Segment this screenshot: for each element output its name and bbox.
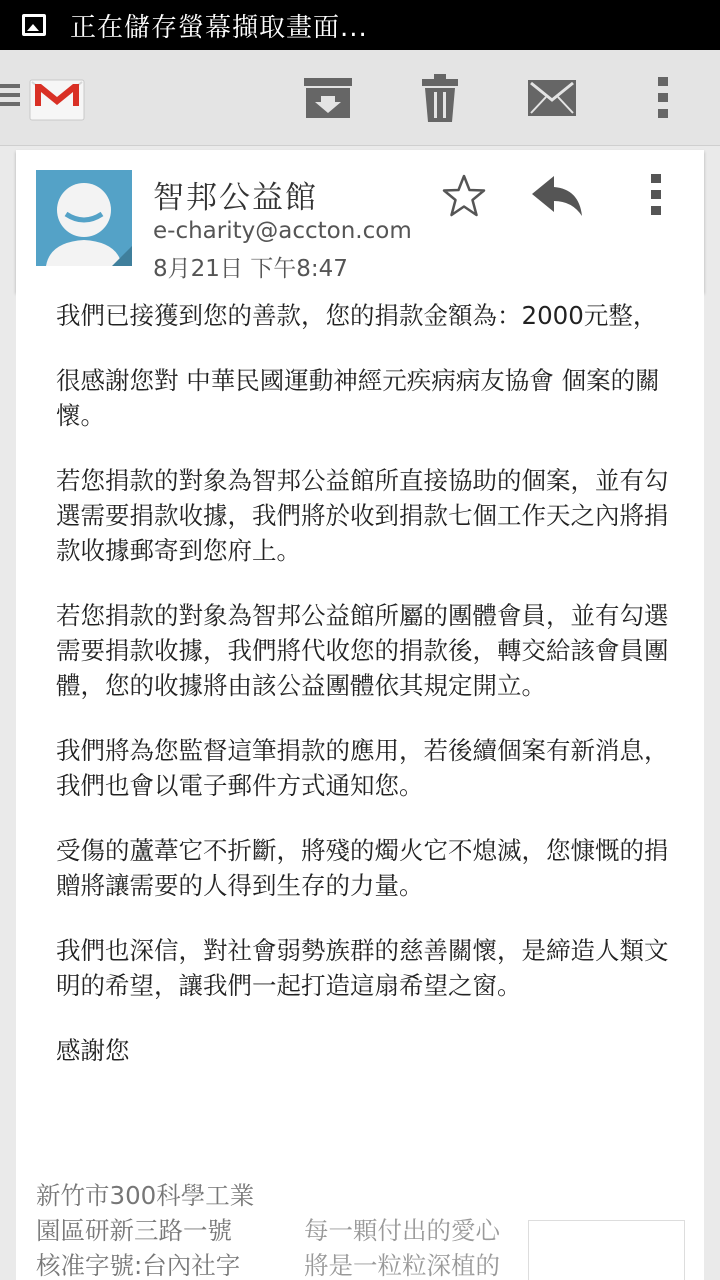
message-paragraph: 若您捐款的對象為智邦公益館所屬的團體會員，並有勾選需要捐款收據，我們將代收您的捐款後，轉交給該會員團體，您的收據將由該公益團體依其規定開立。 [56, 601, 669, 700]
screenshot-icon [22, 14, 46, 36]
archive-button[interactable] [300, 72, 356, 124]
overflow-menu-button[interactable] [635, 72, 691, 124]
overflow-icon [644, 172, 668, 218]
email-body [16, 292, 704, 1280]
message-paragraph: 我們將為您監督這筆捐款的應用，若後續個案有新消息，我們也會以電子郵件方式通知您。 [56, 736, 669, 800]
archive-icon [302, 76, 354, 120]
footer-line: 核准字號:台內社字 [36, 1251, 241, 1280]
footer-slogan [304, 1213, 500, 1280]
message-paragraph: 受傷的蘆葦它不折斷，將殘的燭火它不熄滅，您慷慨的捐贈將讓需要的人得到生存的力量。 [56, 836, 669, 900]
footer-address [36, 1178, 254, 1280]
message-paragraph: 我們已接獲到您的善款，您的捐款金額為：2000元整， [56, 301, 658, 330]
footer-image [528, 1220, 685, 1280]
reply-icon [530, 172, 586, 220]
reply-button[interactable] [530, 172, 586, 220]
email-header [16, 150, 704, 292]
delete-button[interactable] [412, 72, 468, 124]
sender-email: e-charity@accton.com [153, 218, 412, 244]
star-icon [440, 172, 488, 220]
message-signoff: 感謝您 [56, 1036, 130, 1065]
message-content [56, 298, 676, 1098]
sender-name: 智邦公益館 [153, 180, 318, 216]
mark-unread-icon [527, 78, 577, 118]
email-date: 8月21日 下午8:47 [153, 256, 348, 282]
status-text: 正在儲存螢幕擷取畫面... [70, 12, 368, 43]
message-paragraph: 若您捐款的對象為智邦公益館所直接協助的個案，並有勾選需要捐款收據，我們將於收到捐款七個工作天之內將捐款收據郵寄到您府上。 [56, 466, 669, 565]
up-icon[interactable] [0, 84, 20, 110]
message-overflow-button[interactable] [644, 172, 668, 218]
message-paragraph: 我們也深信，對社會弱勢族群的慈善關懷，是締造人類文明的希望，讓我們一起打造這扇希望之窗。 [56, 936, 669, 1000]
footer-line: 每一顆付出的愛心 [304, 1216, 500, 1245]
footer-line: 新竹市300科學工業 [36, 1181, 255, 1210]
mark-unread-button[interactable] [524, 72, 580, 124]
gmail-logo[interactable] [28, 72, 86, 122]
overflow-icon [657, 76, 669, 120]
trash-icon [420, 73, 460, 123]
message-paragraph: 很感謝您對 中華民國運動神經元疾病病友協會 個案的關懷。 [56, 366, 660, 430]
footer-line: 將是一粒粒深植的 [304, 1251, 500, 1280]
footer-line: 園區研新三路一號 [36, 1216, 232, 1245]
action-bar [0, 50, 720, 146]
star-button[interactable] [440, 172, 488, 220]
avatar[interactable] [36, 170, 132, 266]
status-bar [0, 0, 720, 50]
contact-silhouette-icon [36, 170, 132, 266]
